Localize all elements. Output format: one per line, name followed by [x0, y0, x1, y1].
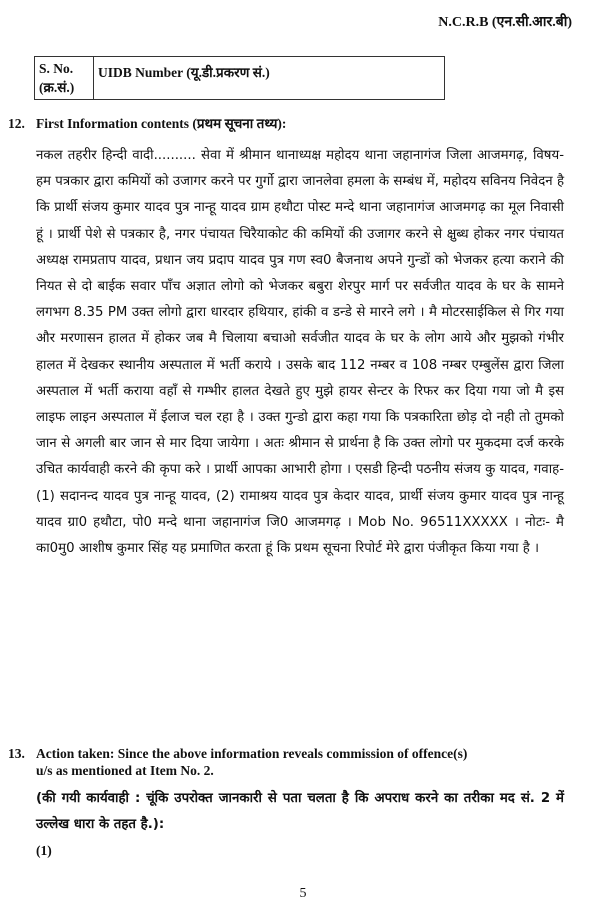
- page-header: N.C.R.B (एन.सी.आर.बी): [438, 15, 572, 30]
- uidb-number-label: UIDB Number (यू.डी.प्रकरण सं.): [98, 65, 270, 80]
- serial-number-label: S. No.: [39, 61, 74, 76]
- section-13-title-continued: u/s as mentioned at Item No. 2.: [36, 763, 214, 778]
- section-12-heading: [8, 115, 286, 132]
- uidb-table: [34, 56, 445, 100]
- action-taken-hindi: (की गयी कार्यवाही : चूंकि उपरोक्त जानकारी से पता चलता है कि अपराध करने का तरीका मद सं. 2 में उल्लेख धारा के तहत है.):: [36, 791, 564, 832]
- first-information-text: नकल तहरीर हिन्दी वादी.......... सेवा में श्रीमान थानाध्यक्ष महोदय थाना जहानागंज जिला आजमगढ़, विषय- हम पत्रकार द्वारा कमियों को उजागर करने पर गुर्गो द्वारा जानलेवा हमला के सम्बंध में, महोदय सविनय निवेदन है कि प्रार्थी संजय कुमार यादव पुत्र नान्हू यादव ग्राम हथौटा पोस्ट मन्दे थाना जहानागंज आजमगढ़ का मूल निवासी हूं । प्रार्थी पेशे से पत्रकार है, नगर पंचायत चिरैयाकोट की कमियों की उजागर करने से क्षुब्ध होकर नगर पंचायत अध्यक्ष रामप्रताप यादव, प्रधान जय प्रदाप यादव पुत्र गण स्व0 बैजनाथ अपने गुन्डों को भेजकर हत्या कराने की नियत से दो बाईक सवार पाँच अज्ञात लोगो को भेजकर बबुरा शेरपुर मार्ग पर सर्वजीत यादव के घर के सामने लगभग 8.35 PM उक्त लोगो द्वारा धारदार हथियार, हांकी व डन्डे से मारने लगे । मै मोटरसाईकिल से गिर गया और मरणासन हालत में होकर जब मै चिलाया बचाओ सर्वजीत यादव के घर के लोग आये और मुझको गंभीर हालत में देखकर स्थानीय अस्पताल में भर्ती कराये । उसके बाद 112 नम्बर व 108 नम्बर एम्बुलेंस द्वारा जिला अस्पताल में भर्ती कराया वहाँ से गम्भीर हालत देखते हुए मुझे हायर सेन्टर के रिफर कर दिया गया जो मै इस लाइफ लाइन अस्पताल में ईलाज चल रहा है । उक्त गुन्डो द्वारा कहा गया कि पत्रकारिता छोड़ दो नही तो तुमको जान से अगली बार जान से मार दिया जायेगा । अतः श्रीमान से प्रार्थना है कि उक्त लोगो पर मुकदमा दर्ज करके उचित कार्यवाही करने की कृपा करे । प्रार्थी आपका आभारी होगा । एसडी हिन्दी पठनीय संजय कु यादव, गवाह- (1) सदानन्द यादव पुत्र नान्हू यादव, (2) रामाश्रय यादव पुत्र केदार यादव, प्रार्थी संजय कुमार यादव पुत्र नान्हू यादव ग्रा0 हथौटा, पो0 मन्दे थाना जहानागंज जि0 आजमगढ़ । Mob No. 96511XXXXX । नोटः- मै का0मु0 आशीष कुमार सिंह यह प्रमाणित करता हूं कि प्रथम सूचना रिपोर्ट मेरे द्वारा पंजीकृत किया गया है ।: [36, 148, 564, 557]
- section-13-number: 13.: [8, 746, 25, 761]
- section-13-heading: [8, 745, 568, 779]
- section-13-title: Action taken: Since the above information reveals commission of offence(s): [36, 746, 468, 761]
- serial-number-cell: [35, 57, 94, 100]
- uidb-number-cell: [94, 57, 445, 100]
- section-12-title: First Information contents (प्रथम सूचना तथ्य):: [36, 116, 287, 131]
- page-number: 5: [299, 886, 307, 901]
- action-item-1: (1): [36, 843, 52, 858]
- section-12-number: 12.: [8, 116, 25, 131]
- serial-number-label-hindi: (क्र.सं.): [39, 80, 75, 95]
